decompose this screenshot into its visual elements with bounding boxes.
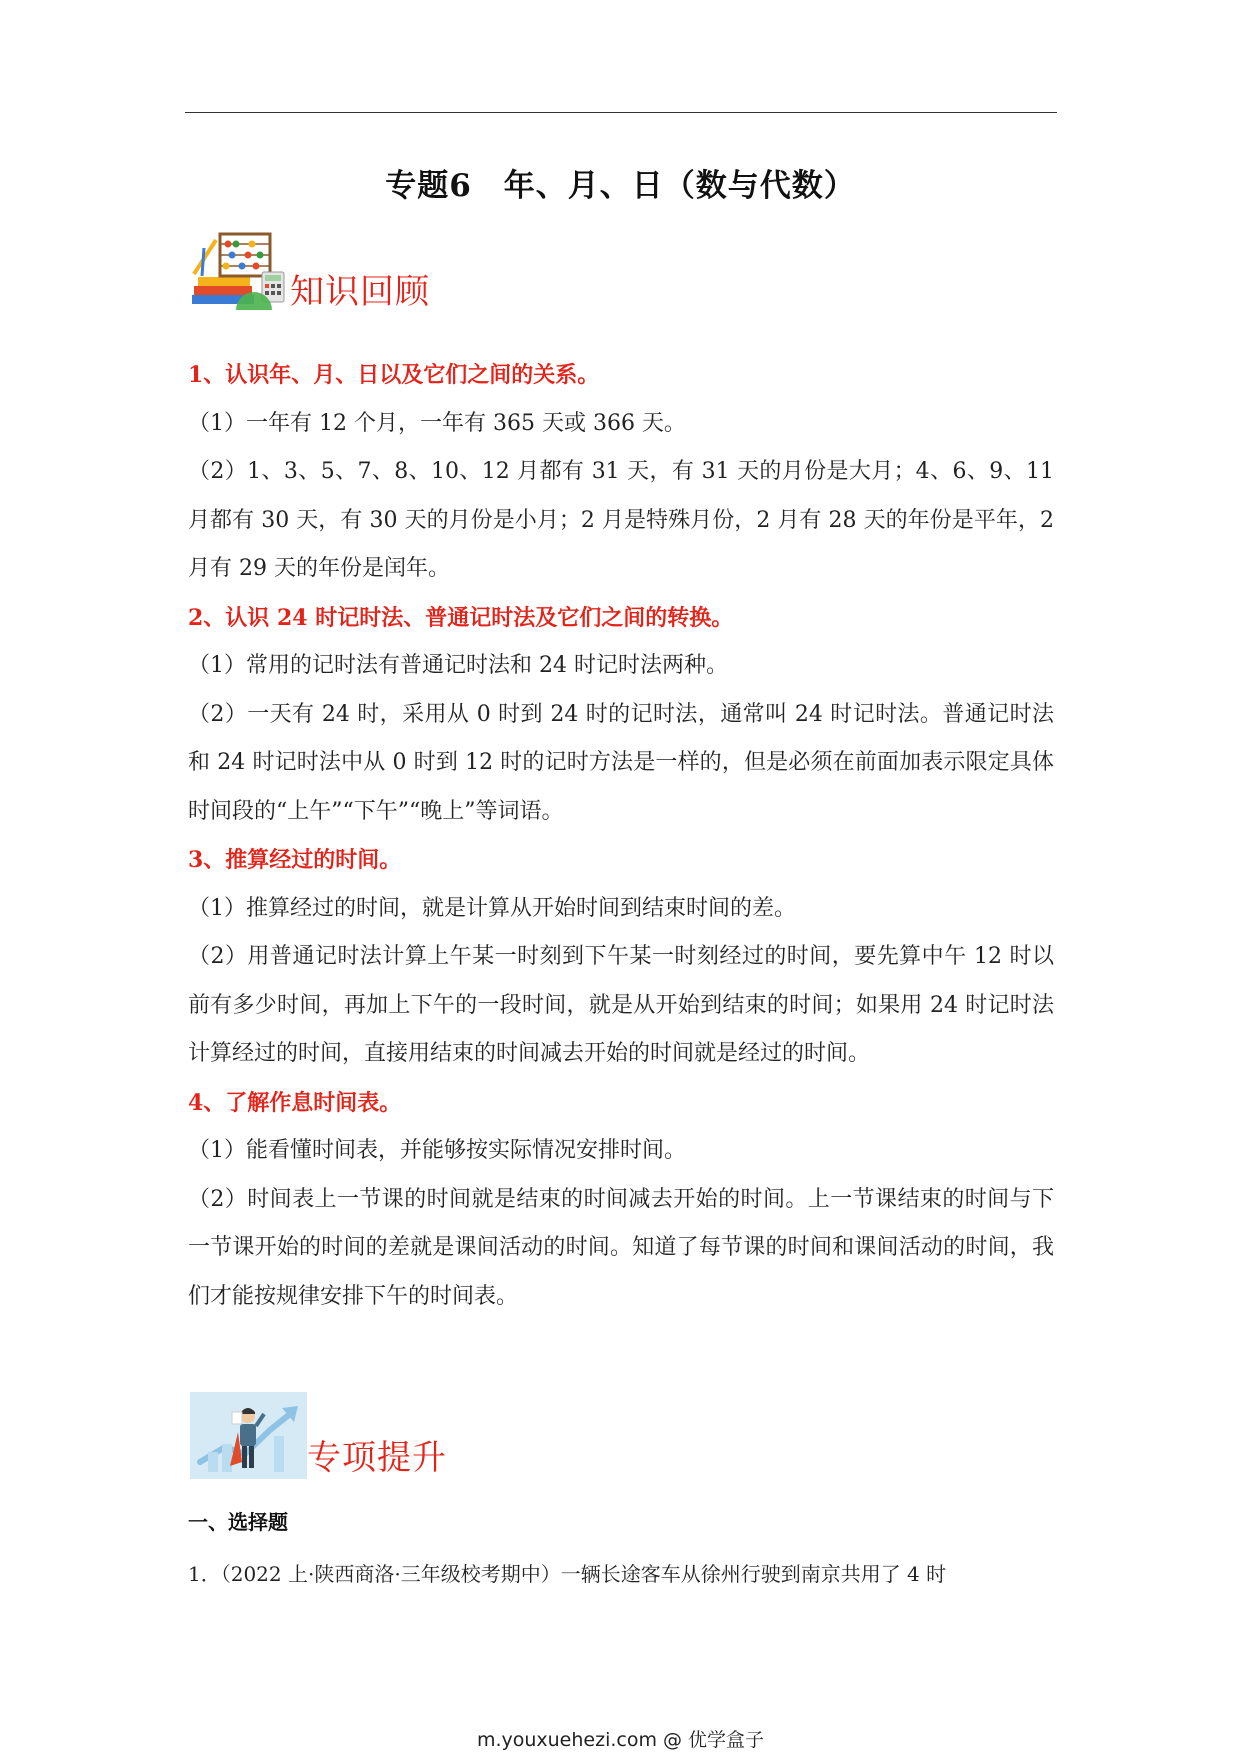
growth-chart-person-illustration-icon [190,1392,307,1479]
knowledge-item: （2）1、3、5、7、8、10、12 月都有 31 天，有 31 天的月份是大月；4、6、9、11 月都有 30 天，有 30 天的月份是小月；2 月是特殊月份，2 月有 28 天的年份是平年，2 月有 29 天的年份是闰年。 [188,459,1054,581]
knowledge-item: （2）用普通记时法计算上午某一时刻到下午某一时刻经过的时间，要先算中午 12 时以前有多少时间，再加上下午的一段时间，就是从开始到结束的时间；如果用 24 时记时法计算经过的时间，直接用结束的时间减去开始的时间就是经过的时间。 [188,944,1054,1066]
knowledge-item: （1）常用的记时法有普通记时法和 24 时记时法两种。 [188,653,728,678]
exercise-section-label: 一、选择题 [188,1510,288,1534]
knowledge-item: （1）能看懂时间表，并能够按实际情况安排时间。 [188,1138,686,1163]
question-1: 1．（2022 上·陕西商洛·三年级校考期中）一辆长途客车从徐州行驶到南京共用了 4 时 [188,1562,947,1586]
header-rule [185,112,1057,113]
knowledge-point-heading: 1、认识年、月、日以及它们之间的关系。 [188,362,600,388]
knowledge-point-heading: 3、推算经过的时间。 [188,847,402,873]
section-special-practice [190,1392,447,1479]
knowledge-item: （1）一年有 12 个月，一年有 365 天或 366 天。 [188,410,686,436]
footer-watermark: m.youxuehezi.com @ 优学盒子 [476,1729,765,1751]
section-heading-knowledge-review: 知识回顾 [290,272,430,312]
knowledge-point-heading: 4、了解作息时间表。 [188,1089,402,1116]
abacus-books-illustration-icon [190,228,290,313]
knowledge-item: （1）推算经过的时间，就是计算从开始时间到结束时间的差。 [188,895,796,921]
knowledge-item: （2）时间表上一节课的时间就是结束的时间减去开始的时间。上一节课结束的时间与下一节课开始的时间的差就是课间活动的时间。知道了每节课的时间和课间活动的时间，我们才能按规律安排下午的时间表。 [188,1186,1054,1309]
knowledge-content [188,351,1054,1321]
page-title: 专题6 年、月、日（数与代数） [385,168,856,204]
section-heading-special-practice: 专项提升 [307,1438,447,1478]
section-knowledge-review [190,228,430,313]
knowledge-item: （2）一天有 24 时，采用从 0 时到 24 时的记时法，通常叫 24 时记时法。普通记时法和 24 时记时法中从 0 时到 12 时的记时方法是一样的，但是必须在前面加表示限定具体时间段的“上午”“下午”“晚上”等词语。 [188,701,1054,824]
knowledge-point-heading: 2、认识 24 时记时法、普通记时法及它们之间的转换。 [188,604,734,631]
